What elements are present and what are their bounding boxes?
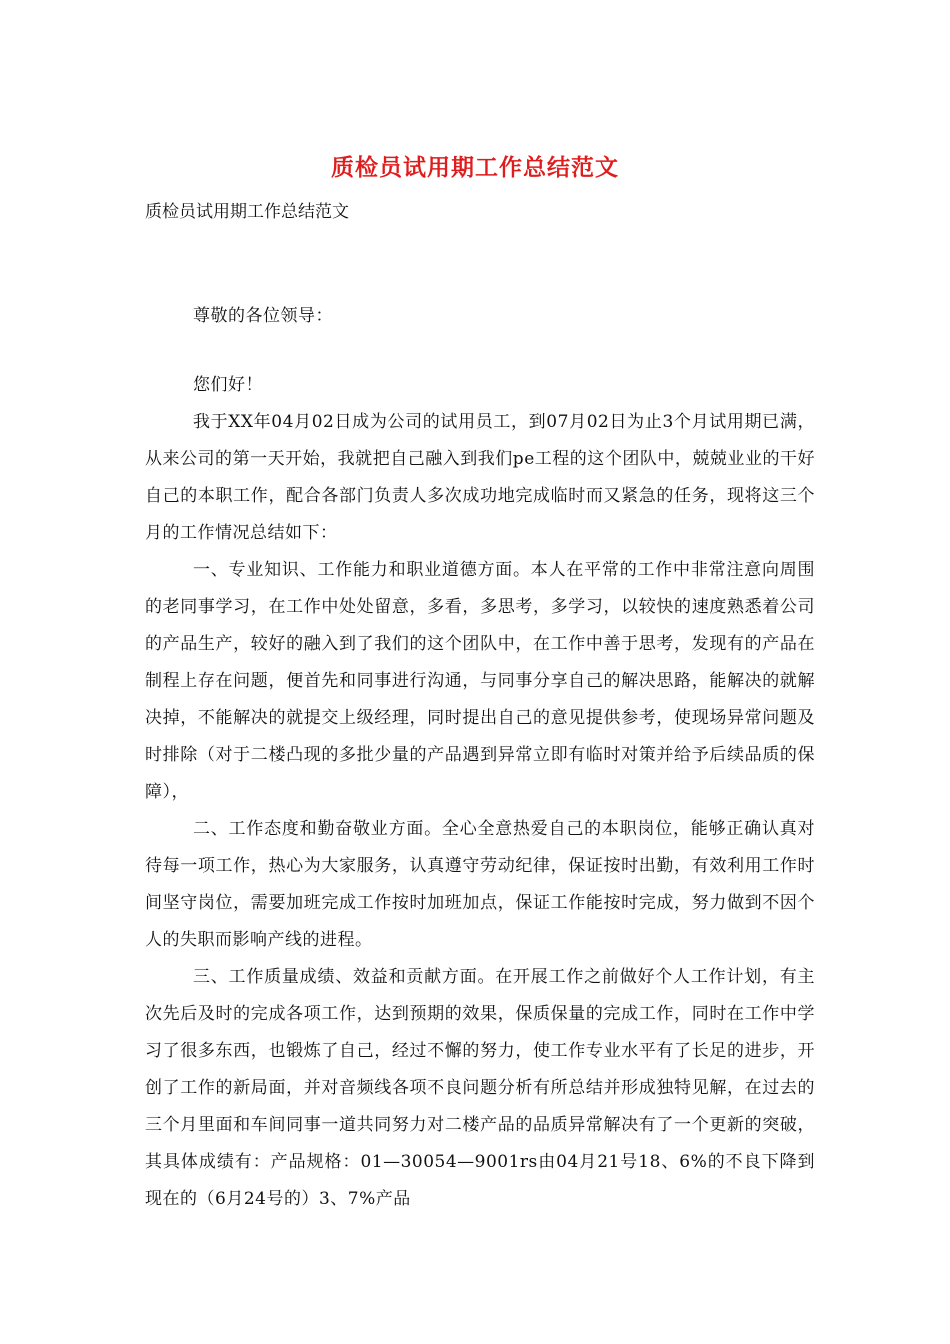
body-paragraphs: [145, 404, 815, 1218]
paragraph-section-3: 三、工作质量成绩、效益和贡献方面。在开展工作之前做好个人工作计划，有主次先后及时的完成各项工作，达到预期的效果，保质保量的完成工作，同时在工作中学习了很多东西，也锻炼了自己，经过不懈的努力，使工作专业水平有了长足的进步，开创了工作的新局面，并对音频线各项不良问题分析有所总结并形成独特见解，在过去的三个月里面和车间同事一道共同努力对二楼产品的品质异常解决有了一个更新的突破，其具体成绩有：产品规格：01—30054—9001rs由04月21号18、6%的不良下降到现在的（6月24号的）3、7%产品: [145, 967, 815, 1209]
paragraph-section-1: 一、专业知识、工作能力和职业道德方面。本人在平常的工作中非常注意向周围的老同事学习，在工作中处处留意，多看，多思考，多学习，以较快的速度熟悉着公司的产品生产，较好的融入到了我们的这个团队中，在工作中善于思考，发现有的产品在制程上存在问题，便首先和同事进行沟通，与同事分享自己的解决思路，能解决的就解决掉，不能解决的就提交上级经理，同时提出自己的意见提供参考，使现场异常问题及时排除（对于二楼凸现的多批少量的产品遇到异常立即有临时对策并给予后续品质的保障），: [145, 560, 815, 802]
paragraph-section-2: 二、工作态度和勤奋敬业方面。全心全意热爱自己的本职岗位，能够正确认真对待每一项工作，热心为大家服务，认真遵守劳动纪律，保证按时出勤，有效利用工作时间坚守岗位，需要加班完成工作按时加班加点，保证工作能按时完成，努力做到不因个人的失职而影响产线的进程。: [145, 819, 815, 950]
greeting: 您们好！: [193, 375, 263, 395]
paragraph-intro: 我于XX年04月02日成为公司的试用员工，到07月02日为止3个月试用期已满，从来公司的第一天开始，我就把自己融入到我们pe工程的这个团队中，兢兢业业的干好自己的本职工作，配合各部门负责人多次成功地完成临时而又紧急的任务，现将这三个月的工作情况总结如下：: [145, 412, 815, 543]
document-title: 质检员试用期工作总结范文: [331, 154, 619, 181]
document-subtitle: 质检员试用期工作总结范文: [145, 202, 349, 222]
salutation: 尊敬的各位领导：: [193, 306, 333, 326]
